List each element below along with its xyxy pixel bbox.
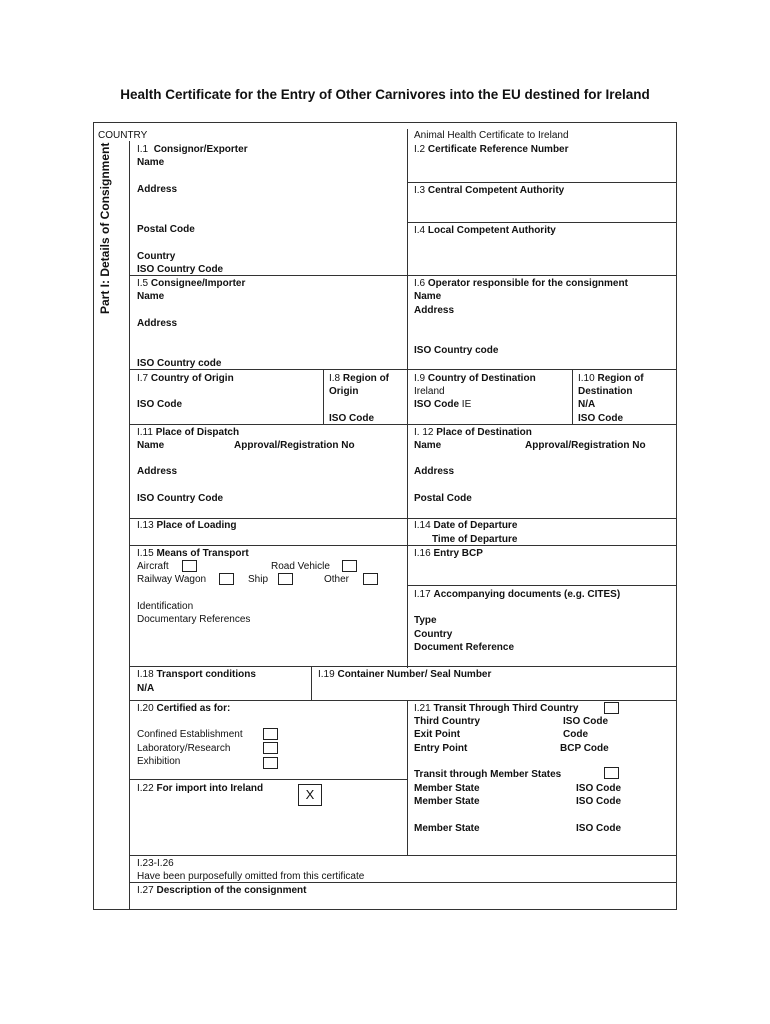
frame-left (93, 122, 94, 910)
i6-name: Name (414, 291, 442, 302)
divider-i18-i19 (311, 667, 312, 700)
i21-member-state-2: Member State (414, 796, 480, 807)
i15-road: Road Vehicle (271, 561, 330, 572)
frame-right (676, 122, 677, 910)
i3-label: I.3 Central Competent Authority (414, 185, 565, 196)
i5-label: I.5 Consignee/Importer (137, 278, 246, 289)
i21-entry-point: Entry Point (414, 743, 468, 754)
i21-iso-1: ISO Code (576, 783, 622, 794)
i12-address: Address (414, 466, 455, 477)
country-label: COUNTRY (98, 130, 148, 141)
aircraft-checkbox[interactable] (182, 560, 197, 572)
i21-iso-2: ISO Code (576, 796, 622, 807)
exhibition-checkbox[interactable] (263, 757, 278, 769)
i15-other: Other (324, 574, 350, 585)
i20-exhibition: Exhibition (137, 756, 181, 767)
i21-iso-3: ISO Code (576, 823, 622, 834)
i17-document-reference: Document Reference (414, 642, 515, 653)
i5-address: Address (137, 318, 178, 329)
i21-iso-code: ISO Code (563, 716, 609, 727)
rule (129, 855, 677, 856)
i21-third-country: Third Country (414, 716, 481, 727)
i8-label: I.8 Region of (329, 373, 390, 384)
i8-label-cont: Origin (329, 386, 359, 397)
i6-iso: ISO Country code (414, 345, 499, 356)
i11-address: Address (137, 466, 178, 477)
transit-member-states-checkbox[interactable] (604, 767, 619, 779)
i15-label: I.15 Means of Transport (137, 548, 249, 559)
laboratory-research-checkbox[interactable] (263, 742, 278, 754)
i11-approval: Approval/Registration No (234, 440, 355, 451)
divider-i9-i10 (572, 370, 573, 424)
i1-postal: Postal Code (137, 224, 195, 235)
i10-label: I.10 Region of (578, 373, 644, 384)
i6-label: I.6 Operator responsible for the consignment (414, 278, 628, 289)
i15-documentary-references: Documentary References (137, 614, 251, 625)
railway-wagon-checkbox[interactable] (219, 573, 234, 585)
i8-iso: ISO Code (329, 413, 375, 424)
rule (129, 700, 677, 701)
i27-label: I.27 Description of the consignment (137, 885, 307, 896)
i9-label: I.9 Country of Destination (414, 373, 536, 384)
i12-label: I. 12 Place of Destination (414, 427, 532, 438)
transit-third-country-checkbox[interactable] (604, 702, 619, 714)
i21-code: Code (563, 729, 588, 740)
i17-type: Type (414, 615, 437, 626)
i21-member-state-3: Member State (414, 823, 480, 834)
i20-laboratory: Laboratory/Research (137, 743, 231, 754)
i11-iso: ISO Country Code (137, 493, 224, 504)
frame-bottom (93, 909, 677, 910)
i21-exit-point: Exit Point (414, 729, 461, 740)
confined-establishment-checkbox[interactable] (263, 728, 278, 740)
i14-time: Time of Departure (432, 534, 518, 545)
i20-label: I.20 Certified as for: (137, 703, 231, 714)
i1-iso: ISO Country Code (137, 264, 224, 275)
i17-label: I.17 Accompanying documents (e.g. CITES) (414, 589, 621, 600)
divider-i7-i8 (323, 370, 324, 424)
i10-label-cont: Destination (578, 386, 633, 397)
i13-label: I.13 Place of Loading (137, 520, 237, 531)
i23-26-label: I.23-I.26 (137, 858, 174, 869)
rule (129, 779, 407, 780)
i12-name: Name (414, 440, 442, 451)
rule (129, 666, 677, 667)
i1-label: I.1 Consignor/Exporter (137, 144, 248, 155)
i19-label: I.19 Container Number/ Seal Number (318, 669, 492, 680)
i12-postal: Postal Code (414, 493, 472, 504)
part-i-side-label: Part I: Details of Consignment (98, 142, 112, 314)
i4-label: I.4 Local Competent Authority (414, 225, 556, 236)
i15-ship: Ship (248, 574, 269, 585)
i9-iso: ISO Code IE (414, 399, 472, 410)
center-divider-bottom (407, 700, 408, 856)
i18-label: I.18 Transport conditions (137, 669, 256, 680)
i17-country: Country (414, 629, 453, 640)
rule (407, 585, 677, 586)
i20-confined: Confined Establishment (137, 729, 243, 740)
i21-label: I.21 Transit Through Third Country (414, 703, 579, 714)
i14-label: I.14 Date of Departure (414, 520, 518, 531)
frame-top (93, 122, 677, 123)
i21-member-transit: Transit through Member States (414, 769, 562, 780)
i15-aircraft: Aircraft (137, 561, 169, 572)
other-checkbox[interactable] (363, 573, 378, 585)
ireland-import-checkbox[interactable]: X (298, 784, 322, 806)
i12-approval: Approval/Registration No (525, 440, 646, 451)
i2-label: I.2 Certificate Reference Number (414, 144, 569, 155)
side-column-divider (129, 141, 130, 910)
i10-value: N/A (578, 399, 596, 410)
i11-name: Name (137, 440, 165, 451)
i15-rail: Railway Wagon (137, 574, 207, 585)
road-vehicle-checkbox[interactable] (342, 560, 357, 572)
rule (407, 182, 677, 183)
center-divider-top (407, 129, 408, 668)
i1-country: Country (137, 251, 176, 262)
i23-26-note: Have been purposefully omitted from this certificate (137, 871, 365, 882)
i1-name: Name (137, 157, 165, 168)
i22-label: I.22 For import into Ireland (137, 783, 264, 794)
i1-address: Address (137, 184, 178, 195)
document-title: Health Certificate for the Entry of Other Carnivores into the EU destined for Ireland (120, 87, 650, 102)
i18-value: N/A (137, 683, 155, 694)
i7-label: I.7 Country of Origin (137, 373, 234, 384)
i5-name: Name (137, 291, 165, 302)
i16-label: I.16 Entry BCP (414, 548, 483, 559)
i21-bcp-code: BCP Code (560, 743, 609, 754)
i5-iso: ISO Country code (137, 358, 222, 369)
i11-label: I.11 Place of Dispatch (137, 427, 240, 438)
i9-value: Ireland (414, 386, 445, 397)
ship-checkbox[interactable] (278, 573, 293, 585)
i7-iso: ISO Code (137, 399, 183, 410)
certificate-type: Animal Health Certificate to Ireland (414, 130, 569, 141)
i10-iso: ISO Code (578, 413, 624, 424)
i21-member-state-1: Member State (414, 783, 480, 794)
rule (129, 545, 677, 546)
rule (407, 222, 677, 223)
i6-address: Address (414, 305, 455, 316)
i15-identification: Identification (137, 601, 194, 612)
